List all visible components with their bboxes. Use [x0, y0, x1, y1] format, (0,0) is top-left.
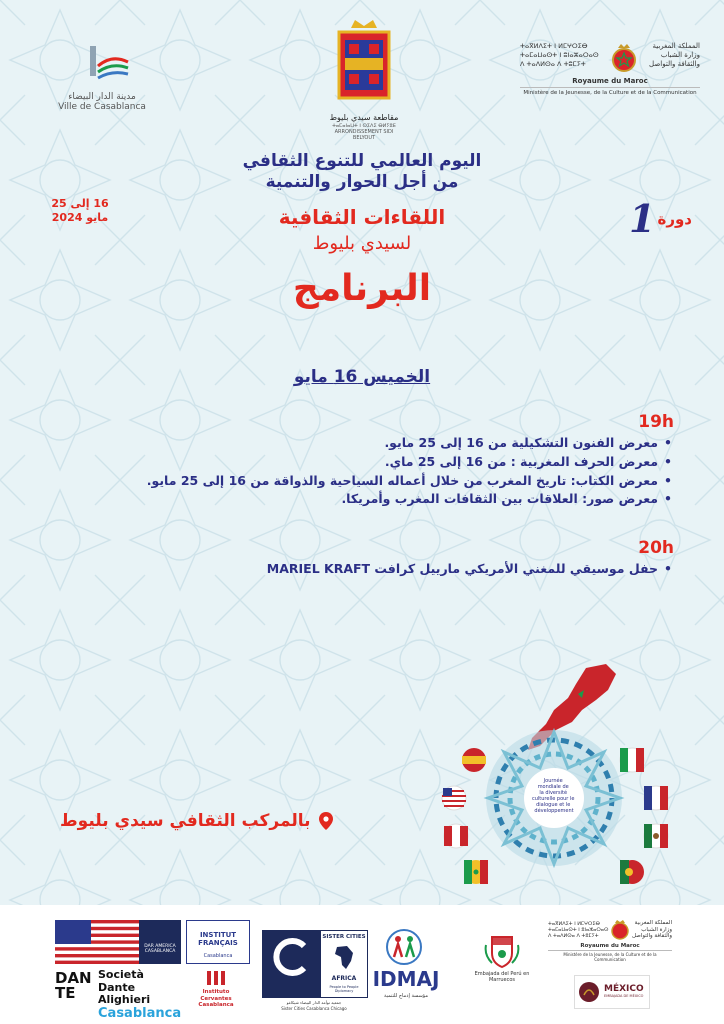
venue-text: بالمركب الثقافي سيدي بليوط: [60, 811, 311, 831]
casablanca-logo-icon: [72, 44, 132, 84]
cervantes-line2: Cervantes: [200, 995, 232, 1002]
flag-usa-icon: [442, 786, 466, 810]
royal-emblem-icon: [609, 919, 631, 941]
peru-coat-of-arms-icon: [484, 935, 520, 969]
cervantes-line3: Casablanca: [198, 1002, 234, 1009]
date-range-month: مايو 2024: [51, 211, 109, 225]
usa-flag-icon: [55, 920, 139, 964]
list-item: • معرض صور: العلاقات بين الثقافات المغرب وأمريكا.: [32, 490, 672, 509]
sister-ar: جمعية توأمة الدار البيضاء شيكاغو: [286, 1000, 342, 1005]
prefecture-name-ar: مقاطعة سيدي بليوط: [329, 113, 399, 122]
ministry-footer-tif-3: ⴷ ⵜⴰⴷⵍⵙⴰ ⴷ ⵜⵓⵎⵢⵜ: [548, 933, 599, 939]
dante-line3: Casablanca: [98, 1005, 182, 1021]
ministry-footer-fr: Ministère de la Jeunesse, de la Culture et de la Communication: [548, 950, 672, 962]
ministry-ar-1: المملكة المغربية: [652, 42, 700, 50]
prefecture-name-tif: ⵜⴰⵎⴰⵏⴰⵡⵜ ⵏ ⵙⵉⴷⵉ ⴱⵍⵢⵓⴹ: [332, 122, 396, 129]
ministry-footer-tif: [548, 921, 608, 939]
city-name-ar: مدينة الدار البيضاء: [68, 92, 136, 102]
cervantes-icon: [205, 969, 227, 987]
sister-cities-casablanca-logo: [262, 930, 320, 998]
hour-20: 20h: [638, 538, 674, 558]
dar-america-label: DAR AMERICA CASABLANCA: [144, 944, 176, 955]
ministry-footer-ar-3: والثقافة والتواصل: [631, 933, 672, 940]
letter-c-icon: [272, 938, 310, 976]
diversity-emblem: [436, 660, 676, 900]
dar-america-logo: [139, 920, 181, 964]
program-list-20h: [32, 560, 672, 579]
idmaj-ar: مؤسسة إدماج للتنمية: [383, 993, 429, 999]
list-item: • معرض الحرف المغربية : من 16 إلى 25 ماي.: [32, 453, 672, 472]
ministry-footer-logo: [548, 919, 672, 962]
sister-cities-africa-logo: [320, 930, 368, 998]
flag-france-icon: [644, 786, 668, 810]
dante-logo: DAN TE: [55, 969, 92, 1002]
crest-shield-icon: [333, 18, 395, 110]
ministry-footer-tif-1: ⵜⴰⴳⵍⴷⵉⵜ ⵏ ⵍⵎⵖⵔⵉⴱ: [548, 921, 600, 927]
institut-francais-logo: [186, 920, 250, 964]
edition-number: 1: [629, 196, 656, 241]
idmaj-icon: [384, 927, 424, 967]
flag-portugal-icon: [620, 860, 644, 884]
ministry-tif-2: ⵜⴰⵎⴰⵡⴰⵙⵜ ⵏ ⵓⵏⴰⵣⴰⵔⴰⵙ: [520, 50, 599, 59]
africa-map-icon: [333, 945, 355, 971]
royal-emblem-icon: [608, 42, 640, 74]
institut-label: INSTITUT FRANÇAIS: [198, 931, 238, 948]
cervantes-label: [195, 989, 237, 1009]
flag-peru-icon: [444, 824, 468, 848]
ministry-footer-ar-1: المملكة المغربية: [634, 920, 672, 927]
date-range: [50, 197, 110, 226]
emblem-caption: Journée mondiale de la diversité culturelle pour le dialogue et le développement: [531, 778, 575, 814]
day-heading: الخميس 16 مايو: [293, 367, 431, 387]
ministry-footer-ar-2: وزارة الشباب: [641, 926, 672, 933]
sister-line1: SISTER CITIES: [322, 934, 366, 940]
ministry-logo: [520, 42, 700, 96]
mexico-sub: EMBAJADA DE MÉXICO: [604, 994, 644, 999]
hour-19: 19h: [638, 412, 674, 432]
ministry-footer-ar: [632, 920, 672, 940]
dante-label: [98, 969, 188, 1022]
dante-line2: Dante Alighieri: [98, 980, 151, 1007]
city-logo: [52, 44, 152, 112]
sister-line3: People to People Diplomacy: [329, 985, 359, 993]
event-title-line1: اليوم العالمي للتنوع الثقافي: [242, 151, 482, 171]
royaume-label: Royaume du Maroc: [572, 77, 648, 85]
ministry-footer-tif-2: ⵜⴰⵎⴰⵡⴰⵙⵜ ⵏ ⵓⵏⴰⵣⴰⵔⴰⵙ: [548, 927, 609, 933]
sponsors-footer: [0, 905, 724, 1024]
location-pin-icon: [319, 812, 333, 830]
event-title-line2: من أجل الحوار والتنمية: [265, 172, 459, 192]
mexico-eagle-icon: [578, 981, 600, 1003]
sister-en: Sister Cities Casablanca Chicago: [281, 1006, 347, 1011]
city-name-fr: Ville de Casablanca: [58, 102, 146, 112]
dante-line1: Società: [98, 968, 144, 981]
list-item: • معرض الكتاب: تاريخ المغرب من خلال أعماله السياحية والذواقة من 16 إلى 25 مايو.: [32, 472, 672, 491]
idmaj-label: IDMAJ: [372, 967, 440, 991]
mexico-label: MÉXICO: [604, 984, 644, 995]
cervantes-line1: Instituto: [202, 989, 230, 995]
event-title-line4: لسيدي بليوط: [312, 233, 412, 254]
list-item: • حفل موسيقي للمغني الأمريكي مارييل كرافت MARIEL KRAFT: [32, 560, 672, 579]
program-list-19h: [32, 434, 672, 509]
ministry-tif-1: ⵜⴰⴳⵍⴷⵉⵜ ⵏ ⵍⵎⵖⵔⵉⴱ: [520, 42, 588, 50]
ministry-tif-3: ⴷ ⵜⴰⴷⵍⵙⴰ ⴷ ⵜⵓⵎⵢⵜ: [520, 59, 586, 68]
prefecture-crest: [326, 18, 402, 141]
sister-line2: AFRICA: [331, 975, 357, 982]
event-title-line3: اللقاءات الثقافية: [278, 205, 446, 229]
mexico-embassy-logo: [574, 975, 650, 1009]
prefecture-name-fr: ARRONDISSEMENT SIDI BELYOUT: [334, 128, 394, 141]
flag-italy-icon: [620, 748, 644, 772]
ministry-fr-label: Ministère de la Jeunesse, de la Culture et de la Communication: [520, 87, 700, 96]
institut-sub: Casablanca: [203, 953, 233, 959]
edition-label: دورة: [657, 209, 692, 228]
edition-badge: [630, 196, 692, 241]
flag-spain-icon: [462, 748, 486, 772]
ministry-footer-royaume: Royaume du Maroc: [580, 943, 640, 949]
venue-line: [60, 811, 333, 831]
date-range-days: 16 إلى 25: [51, 197, 109, 210]
ministry-ar-3: والثقافة والتواصل: [649, 60, 700, 69]
flag-senegal-icon: [464, 860, 488, 884]
list-item: • معرض الفنون التشكيلية من 16 إلى 25 مايو.: [32, 434, 672, 453]
embajada-label: Embajada del Perú en Marruecos: [474, 971, 530, 983]
ministry-ar-2: وزارة الشباب: [660, 51, 700, 60]
flag-mexico-icon: [644, 824, 668, 848]
program-heading: البرنامج: [292, 268, 432, 309]
